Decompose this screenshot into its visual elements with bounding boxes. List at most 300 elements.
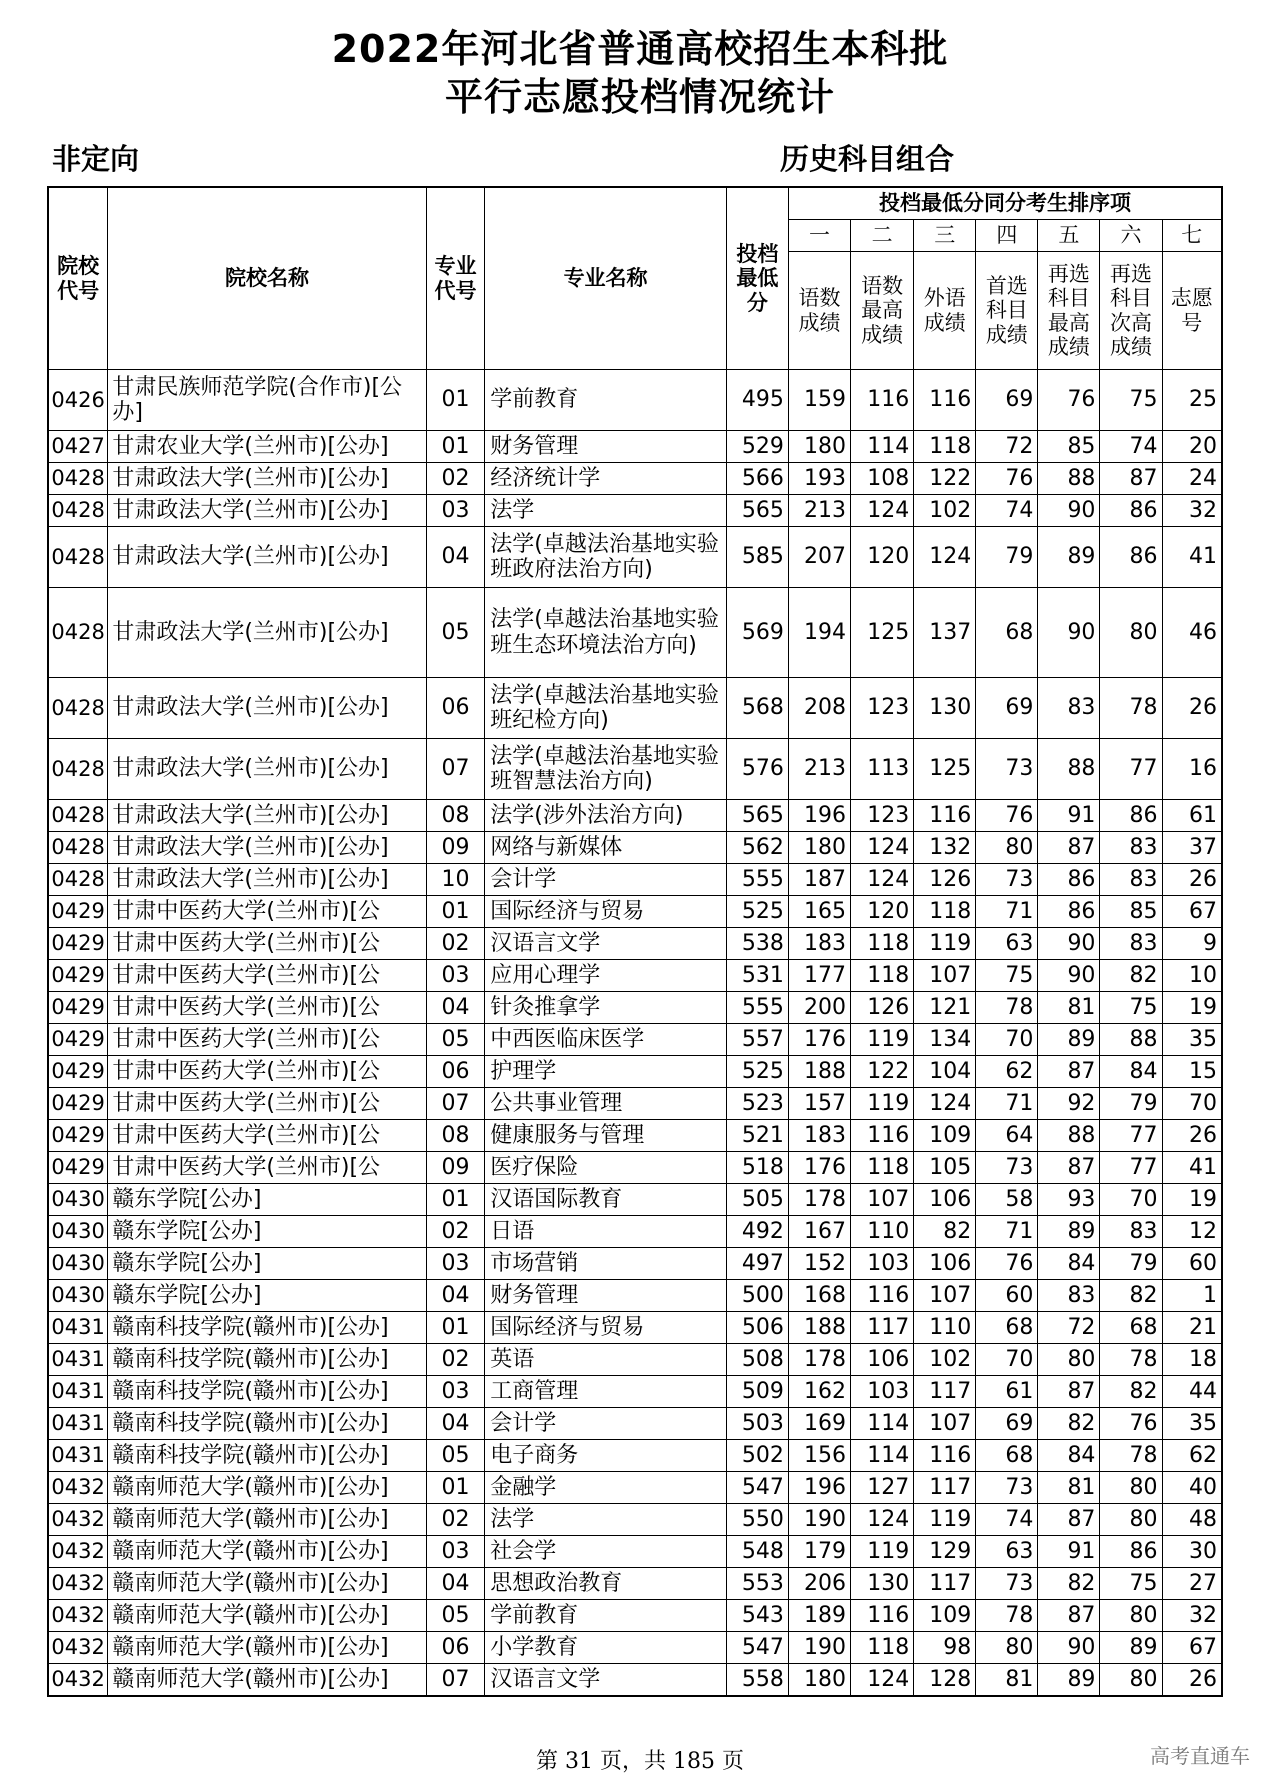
cell-major-name: 法学 [485, 1504, 727, 1536]
table-row [48, 1344, 1222, 1376]
cell-elective-highest-score: 87 [1038, 1152, 1100, 1184]
cell-preference-number: 60 [1162, 1248, 1222, 1280]
cell-elective-highest-score: 89 [1038, 1024, 1100, 1056]
cell-chinese-math-score: 159 [788, 370, 850, 431]
cell-chinese-math-score: 208 [788, 678, 850, 739]
cell-primary-subject-score: 70 [976, 1344, 1038, 1376]
cell-major-name: 护理学 [485, 1056, 727, 1088]
cell-major-code: 08 [426, 1120, 485, 1152]
header-elective-second-score: 再选科目次高成绩 [1100, 252, 1162, 370]
admission-table [47, 186, 1223, 1697]
cell-foreign-language-score: 122 [914, 463, 976, 495]
cell-foreign-language-score: 119 [914, 1504, 976, 1536]
header-school-name: 院校名称 [108, 187, 426, 370]
cell-school-code: 0431 [48, 1408, 108, 1440]
cell-major-code: 02 [426, 463, 485, 495]
cell-primary-subject-score: 78 [976, 1600, 1038, 1632]
cell-elective-highest-score: 86 [1038, 864, 1100, 896]
cell-elective-highest-score: 90 [1038, 960, 1100, 992]
cell-foreign-language-score: 82 [914, 1216, 976, 1248]
cell-elective-highest-score: 90 [1038, 588, 1100, 678]
cell-school-name: 甘肃中医药大学(兰州市)[公 [108, 928, 426, 960]
cell-min-score: 505 [726, 1184, 788, 1216]
table-row [48, 1184, 1222, 1216]
cell-chinese-math-score: 156 [788, 1440, 850, 1472]
cell-major-code: 06 [426, 1056, 485, 1088]
cell-school-name: 赣东学院[公办] [108, 1184, 426, 1216]
cell-chinese-math-score: 193 [788, 463, 850, 495]
cell-primary-subject-score: 73 [976, 1568, 1038, 1600]
cell-foreign-language-score: 125 [914, 739, 976, 800]
cell-elective-second-score: 85 [1100, 896, 1162, 928]
cell-primary-subject-score: 69 [976, 1408, 1038, 1440]
cell-primary-subject-score: 73 [976, 1472, 1038, 1504]
cell-elective-highest-score: 83 [1038, 1280, 1100, 1312]
cell-school-code: 0428 [48, 800, 108, 832]
cell-preference-number: 70 [1162, 1088, 1222, 1120]
cell-min-score: 585 [726, 527, 788, 588]
cell-chinese-math-max-score: 114 [851, 1408, 914, 1440]
cell-major-code: 05 [426, 1440, 485, 1472]
cell-major-name: 汉语言文学 [485, 1664, 727, 1697]
cell-elective-highest-score: 90 [1038, 1632, 1100, 1664]
cell-foreign-language-score: 118 [914, 431, 976, 463]
cell-chinese-math-score: 213 [788, 739, 850, 800]
cell-school-code: 0429 [48, 1056, 108, 1088]
cell-major-name: 金融学 [485, 1472, 727, 1504]
cell-chinese-math-score: 206 [788, 1568, 850, 1600]
cell-min-score: 557 [726, 1024, 788, 1056]
cell-primary-subject-score: 63 [976, 928, 1038, 960]
cell-elective-second-score: 86 [1100, 495, 1162, 527]
cell-elective-highest-score: 87 [1038, 1504, 1100, 1536]
header-order-1: 一 [788, 220, 850, 252]
cell-chinese-math-score: 188 [788, 1312, 850, 1344]
cell-primary-subject-score: 68 [976, 588, 1038, 678]
cell-chinese-math-max-score: 120 [851, 896, 914, 928]
cell-preference-number: 26 [1162, 678, 1222, 739]
cell-chinese-math-score: 178 [788, 1184, 850, 1216]
cell-preference-number: 19 [1162, 992, 1222, 1024]
cell-school-name: 赣南师范大学(赣州市)[公办] [108, 1504, 426, 1536]
cell-elective-second-score: 77 [1100, 1152, 1162, 1184]
cell-major-code: 01 [426, 1184, 485, 1216]
cell-school-code: 0428 [48, 495, 108, 527]
cell-preference-number: 35 [1162, 1408, 1222, 1440]
cell-chinese-math-max-score: 117 [851, 1312, 914, 1344]
cell-foreign-language-score: 130 [914, 678, 976, 739]
cell-chinese-math-score: 188 [788, 1056, 850, 1088]
cell-elective-second-score: 80 [1100, 1504, 1162, 1536]
cell-school-name: 甘肃中医药大学(兰州市)[公 [108, 1088, 426, 1120]
cell-school-code: 0429 [48, 992, 108, 1024]
cell-preference-number: 20 [1162, 431, 1222, 463]
cell-school-code: 0428 [48, 739, 108, 800]
cell-chinese-math-score: 152 [788, 1248, 850, 1280]
cell-major-name: 法学(涉外法治方向) [485, 800, 727, 832]
header-foreign-language-score: 外语成绩 [914, 252, 976, 370]
subtitle-subject-group: 历史科目组合 [780, 142, 955, 176]
cell-major-code: 01 [426, 370, 485, 431]
cell-elective-second-score: 83 [1100, 864, 1162, 896]
cell-foreign-language-score: 117 [914, 1376, 976, 1408]
cell-elective-second-score: 80 [1100, 1664, 1162, 1697]
cell-school-code: 0428 [48, 832, 108, 864]
cell-min-score: 495 [726, 370, 788, 431]
cell-elective-highest-score: 88 [1038, 463, 1100, 495]
table-row [48, 1024, 1222, 1056]
cell-chinese-math-score: 187 [788, 864, 850, 896]
cell-primary-subject-score: 72 [976, 431, 1038, 463]
cell-major-name: 法学 [485, 495, 727, 527]
cell-foreign-language-score: 117 [914, 1472, 976, 1504]
cell-chinese-math-max-score: 124 [851, 1664, 914, 1697]
cell-chinese-math-score: 200 [788, 992, 850, 1024]
table-row [48, 1248, 1222, 1280]
cell-elective-second-score: 77 [1100, 739, 1162, 800]
cell-elective-highest-score: 89 [1038, 527, 1100, 588]
cell-major-name: 市场营销 [485, 1248, 727, 1280]
cell-chinese-math-score: 162 [788, 1376, 850, 1408]
cell-primary-subject-score: 79 [976, 527, 1038, 588]
cell-chinese-math-score: 180 [788, 832, 850, 864]
cell-major-name: 针灸推拿学 [485, 992, 727, 1024]
cell-major-name: 法学(卓越法治基地实验班政府法治方向) [485, 527, 727, 588]
cell-chinese-math-score: 180 [788, 431, 850, 463]
cell-chinese-math-score: 178 [788, 1344, 850, 1376]
cell-major-code: 01 [426, 1312, 485, 1344]
cell-school-name: 赣南师范大学(赣州市)[公办] [108, 1536, 426, 1568]
cell-chinese-math-max-score: 127 [851, 1472, 914, 1504]
cell-school-name: 甘肃中医药大学(兰州市)[公 [108, 960, 426, 992]
cell-major-name: 工商管理 [485, 1376, 727, 1408]
cell-major-name: 社会学 [485, 1536, 727, 1568]
cell-major-code: 06 [426, 678, 485, 739]
cell-major-name: 法学(卓越法治基地实验班纪检方向) [485, 678, 727, 739]
cell-school-name: 甘肃中医药大学(兰州市)[公 [108, 1120, 426, 1152]
cell-elective-highest-score: 87 [1038, 832, 1100, 864]
cell-school-code: 0426 [48, 370, 108, 431]
cell-foreign-language-score: 109 [914, 1600, 976, 1632]
cell-min-score: 555 [726, 992, 788, 1024]
cell-min-score: 543 [726, 1600, 788, 1632]
cell-elective-second-score: 78 [1100, 678, 1162, 739]
cell-foreign-language-score: 102 [914, 495, 976, 527]
cell-elective-second-score: 82 [1100, 1280, 1162, 1312]
cell-chinese-math-score: 196 [788, 1472, 850, 1504]
cell-school-name: 甘肃政法大学(兰州市)[公办] [108, 739, 426, 800]
cell-major-name: 思想政治教育 [485, 1568, 727, 1600]
table-row [48, 1408, 1222, 1440]
cell-elective-highest-score: 76 [1038, 370, 1100, 431]
cell-major-code: 05 [426, 1600, 485, 1632]
cell-major-code: 01 [426, 896, 485, 928]
cell-chinese-math-max-score: 116 [851, 1280, 914, 1312]
cell-chinese-math-max-score: 108 [851, 463, 914, 495]
cell-preference-number: 9 [1162, 928, 1222, 960]
cell-chinese-math-max-score: 118 [851, 928, 914, 960]
cell-preference-number: 16 [1162, 739, 1222, 800]
subtitle-category: 非定向 [52, 142, 140, 176]
cell-chinese-math-score: 168 [788, 1280, 850, 1312]
cell-elective-second-score: 83 [1100, 1216, 1162, 1248]
cell-foreign-language-score: 117 [914, 1568, 976, 1600]
cell-chinese-math-max-score: 116 [851, 1600, 914, 1632]
cell-preference-number: 67 [1162, 896, 1222, 928]
cell-primary-subject-score: 63 [976, 1536, 1038, 1568]
cell-elective-highest-score: 84 [1038, 1440, 1100, 1472]
cell-elective-second-score: 75 [1100, 992, 1162, 1024]
cell-elective-highest-score: 90 [1038, 495, 1100, 527]
cell-major-name: 公共事业管理 [485, 1088, 727, 1120]
cell-major-code: 02 [426, 1216, 485, 1248]
cell-foreign-language-score: 129 [914, 1536, 976, 1568]
cell-chinese-math-max-score: 113 [851, 739, 914, 800]
cell-chinese-math-score: 157 [788, 1088, 850, 1120]
header-order-7: 七 [1162, 220, 1222, 252]
cell-chinese-math-score: 165 [788, 896, 850, 928]
cell-school-code: 0431 [48, 1344, 108, 1376]
cell-school-name: 甘肃政法大学(兰州市)[公办] [108, 527, 426, 588]
cell-school-name: 甘肃政法大学(兰州市)[公办] [108, 832, 426, 864]
cell-min-score: 502 [726, 1440, 788, 1472]
cell-foreign-language-score: 98 [914, 1632, 976, 1664]
cell-major-name: 汉语国际教育 [485, 1184, 727, 1216]
cell-preference-number: 26 [1162, 1120, 1222, 1152]
cell-major-code: 06 [426, 1632, 485, 1664]
cell-school-code: 0429 [48, 1088, 108, 1120]
cell-primary-subject-score: 80 [976, 832, 1038, 864]
cell-major-code: 02 [426, 1344, 485, 1376]
cell-chinese-math-score: 190 [788, 1632, 850, 1664]
cell-school-code: 0432 [48, 1632, 108, 1664]
cell-major-name: 中西医临床医学 [485, 1024, 727, 1056]
cell-major-code: 04 [426, 1280, 485, 1312]
cell-min-score: 492 [726, 1216, 788, 1248]
cell-school-name: 甘肃中医药大学(兰州市)[公 [108, 992, 426, 1024]
cell-elective-highest-score: 87 [1038, 1056, 1100, 1088]
cell-preference-number: 15 [1162, 1056, 1222, 1088]
cell-elective-second-score: 83 [1100, 928, 1162, 960]
cell-elective-highest-score: 86 [1038, 896, 1100, 928]
cell-major-code: 08 [426, 800, 485, 832]
cell-primary-subject-score: 71 [976, 896, 1038, 928]
cell-preference-number: 37 [1162, 832, 1222, 864]
cell-chinese-math-max-score: 119 [851, 1088, 914, 1120]
cell-min-score: 568 [726, 678, 788, 739]
cell-preference-number: 24 [1162, 463, 1222, 495]
cell-school-code: 0431 [48, 1376, 108, 1408]
cell-min-score: 558 [726, 1664, 788, 1697]
cell-major-name: 学前教育 [485, 370, 727, 431]
table-row [48, 527, 1222, 588]
cell-elective-highest-score: 82 [1038, 1568, 1100, 1600]
cell-primary-subject-score: 75 [976, 960, 1038, 992]
cell-chinese-math-max-score: 124 [851, 495, 914, 527]
cell-major-code: 02 [426, 1504, 485, 1536]
cell-elective-highest-score: 80 [1038, 1344, 1100, 1376]
table-row [48, 928, 1222, 960]
cell-major-name: 医疗保险 [485, 1152, 727, 1184]
cell-school-name: 赣南师范大学(赣州市)[公办] [108, 1632, 426, 1664]
table-row [48, 1568, 1222, 1600]
cell-chinese-math-score: 183 [788, 1120, 850, 1152]
cell-foreign-language-score: 137 [914, 588, 976, 678]
cell-elective-highest-score: 92 [1038, 1088, 1100, 1120]
table-row [48, 1312, 1222, 1344]
cell-school-code: 0432 [48, 1568, 108, 1600]
cell-major-name: 应用心理学 [485, 960, 727, 992]
cell-primary-subject-score: 76 [976, 1248, 1038, 1280]
cell-elective-highest-score: 89 [1038, 1664, 1100, 1697]
cell-primary-subject-score: 80 [976, 1632, 1038, 1664]
header-order-6: 六 [1100, 220, 1162, 252]
table-row [48, 431, 1222, 463]
cell-major-name: 法学(卓越法治基地实验班智慧法治方向) [485, 739, 727, 800]
cell-preference-number: 61 [1162, 800, 1222, 832]
cell-primary-subject-score: 62 [976, 1056, 1038, 1088]
cell-primary-subject-score: 73 [976, 864, 1038, 896]
header-order-3: 三 [914, 220, 976, 252]
cell-elective-second-score: 78 [1100, 1440, 1162, 1472]
cell-primary-subject-score: 76 [976, 800, 1038, 832]
header-major-code: 专业代号 [426, 187, 485, 370]
cell-chinese-math-max-score: 103 [851, 1248, 914, 1280]
cell-chinese-math-score: 169 [788, 1408, 850, 1440]
cell-school-code: 0432 [48, 1536, 108, 1568]
cell-preference-number: 30 [1162, 1536, 1222, 1568]
cell-school-code: 0429 [48, 928, 108, 960]
header-major-name: 专业名称 [485, 187, 727, 370]
cell-elective-second-score: 80 [1100, 1472, 1162, 1504]
cell-elective-second-score: 79 [1100, 1248, 1162, 1280]
cell-major-name: 健康服务与管理 [485, 1120, 727, 1152]
cell-school-code: 0429 [48, 1152, 108, 1184]
cell-elective-highest-score: 85 [1038, 431, 1100, 463]
cell-major-code: 05 [426, 588, 485, 678]
table-row [48, 960, 1222, 992]
header-school-code: 院校代号 [48, 187, 108, 370]
cell-elective-second-score: 75 [1100, 370, 1162, 431]
cell-chinese-math-max-score: 124 [851, 1504, 914, 1536]
cell-foreign-language-score: 107 [914, 1280, 976, 1312]
cell-chinese-math-max-score: 119 [851, 1024, 914, 1056]
cell-school-code: 0428 [48, 678, 108, 739]
cell-major-code: 07 [426, 1664, 485, 1697]
cell-elective-highest-score: 87 [1038, 1376, 1100, 1408]
cell-major-code: 04 [426, 992, 485, 1024]
table-row [48, 1664, 1222, 1697]
cell-foreign-language-score: 128 [914, 1664, 976, 1697]
cell-foreign-language-score: 116 [914, 1440, 976, 1472]
cell-min-score: 529 [726, 431, 788, 463]
cell-foreign-language-score: 119 [914, 928, 976, 960]
cell-elective-highest-score: 72 [1038, 1312, 1100, 1344]
cell-major-name: 网络与新媒体 [485, 832, 727, 864]
cell-chinese-math-max-score: 118 [851, 1152, 914, 1184]
cell-elective-highest-score: 91 [1038, 800, 1100, 832]
cell-elective-second-score: 87 [1100, 463, 1162, 495]
cell-school-code: 0428 [48, 527, 108, 588]
cell-foreign-language-score: 134 [914, 1024, 976, 1056]
table-body [48, 370, 1222, 1697]
cell-major-code: 09 [426, 1152, 485, 1184]
cell-preference-number: 46 [1162, 588, 1222, 678]
cell-school-name: 赣南师范大学(赣州市)[公办] [108, 1664, 426, 1697]
cell-major-code: 03 [426, 1536, 485, 1568]
cell-major-name: 英语 [485, 1344, 727, 1376]
cell-primary-subject-score: 69 [976, 370, 1038, 431]
cell-primary-subject-score: 69 [976, 678, 1038, 739]
cell-primary-subject-score: 61 [976, 1376, 1038, 1408]
cell-chinese-math-score: 179 [788, 1536, 850, 1568]
cell-primary-subject-score: 74 [976, 495, 1038, 527]
table-row [48, 864, 1222, 896]
cell-school-code: 0429 [48, 1120, 108, 1152]
cell-school-code: 0430 [48, 1216, 108, 1248]
table-row [48, 1152, 1222, 1184]
cell-min-score: 506 [726, 1312, 788, 1344]
table-row [48, 739, 1222, 800]
cell-major-code: 01 [426, 1472, 485, 1504]
header-min-score: 投档最低分 [726, 187, 788, 370]
cell-foreign-language-score: 105 [914, 1152, 976, 1184]
cell-chinese-math-score: 207 [788, 527, 850, 588]
cell-major-code: 04 [426, 527, 485, 588]
cell-min-score: 569 [726, 588, 788, 678]
cell-school-name: 赣南师范大学(赣州市)[公办] [108, 1568, 426, 1600]
cell-elective-highest-score: 91 [1038, 1536, 1100, 1568]
cell-min-score: 562 [726, 832, 788, 864]
cell-min-score: 548 [726, 1536, 788, 1568]
cell-school-name: 甘肃中医药大学(兰州市)[公 [108, 1056, 426, 1088]
cell-chinese-math-score: 189 [788, 1600, 850, 1632]
cell-min-score: 503 [726, 1408, 788, 1440]
cell-preference-number: 19 [1162, 1184, 1222, 1216]
cell-elective-highest-score: 83 [1038, 678, 1100, 739]
cell-school-code: 0427 [48, 431, 108, 463]
cell-preference-number: 27 [1162, 1568, 1222, 1600]
cell-primary-subject-score: 71 [976, 1088, 1038, 1120]
cell-school-name: 甘肃政法大学(兰州市)[公办] [108, 800, 426, 832]
cell-primary-subject-score: 73 [976, 739, 1038, 800]
cell-primary-subject-score: 71 [976, 1216, 1038, 1248]
cell-major-name: 经济统计学 [485, 463, 727, 495]
cell-primary-subject-score: 64 [976, 1120, 1038, 1152]
cell-school-code: 0430 [48, 1184, 108, 1216]
cell-min-score: 525 [726, 896, 788, 928]
cell-major-code: 01 [426, 431, 485, 463]
cell-foreign-language-score: 106 [914, 1248, 976, 1280]
page-number: 第 31 页，共 185 页 [536, 1749, 744, 1774]
cell-preference-number: 44 [1162, 1376, 1222, 1408]
cell-major-name: 学前教育 [485, 1600, 727, 1632]
table-row [48, 1504, 1222, 1536]
cell-chinese-math-max-score: 114 [851, 1440, 914, 1472]
cell-school-code: 0431 [48, 1312, 108, 1344]
cell-min-score: 508 [726, 1344, 788, 1376]
header-order-2: 二 [851, 220, 914, 252]
cell-preference-number: 21 [1162, 1312, 1222, 1344]
cell-school-code: 0431 [48, 1440, 108, 1472]
cell-school-name: 甘肃民族师范学院(合作市)[公办] [108, 370, 426, 431]
cell-min-score: 566 [726, 463, 788, 495]
cell-elective-second-score: 84 [1100, 1056, 1162, 1088]
cell-school-name: 甘肃中医药大学(兰州市)[公 [108, 1152, 426, 1184]
cell-school-code: 0429 [48, 896, 108, 928]
cell-chinese-math-max-score: 126 [851, 992, 914, 1024]
cell-major-code: 07 [426, 1088, 485, 1120]
